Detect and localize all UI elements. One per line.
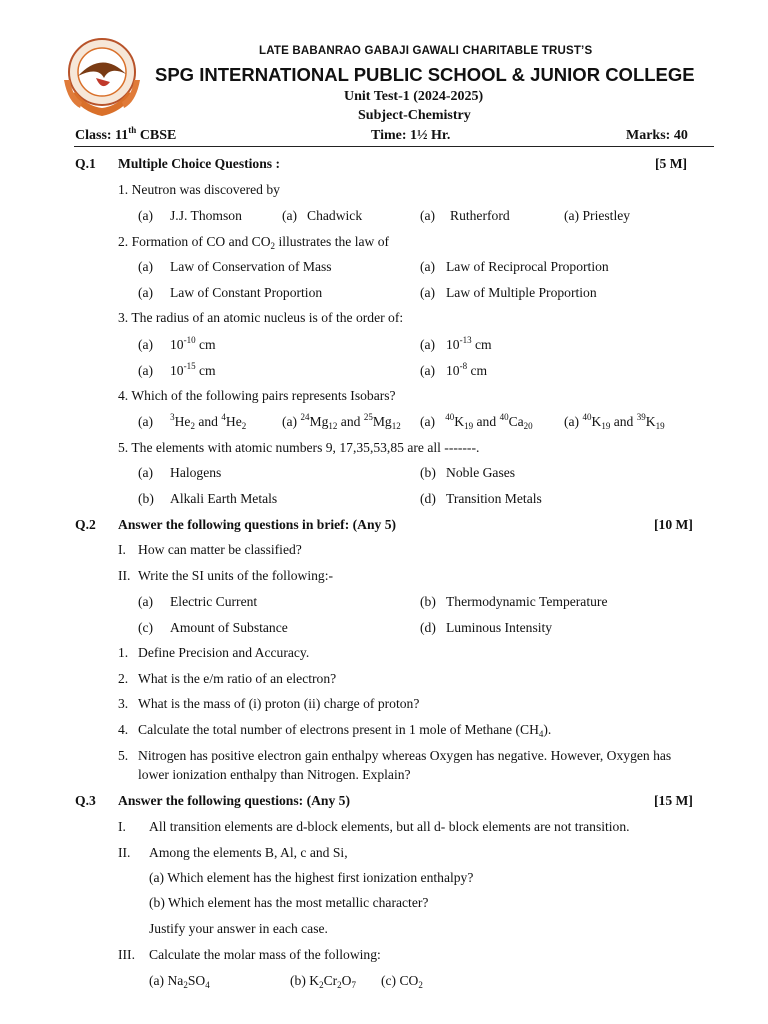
q3-number: Q.3 — [75, 793, 96, 808]
q1-5-opt-label: (b) — [420, 465, 436, 480]
q2-item-3: What is the mass of (i) proton (ii) charge of proton? — [138, 696, 420, 711]
q2-item-ii: Write the SI units of the following:- — [138, 568, 334, 583]
q1-5-opt-b: Noble Gases — [446, 465, 516, 480]
q1-3-opt-a: $10^{-10}$ cm — [170, 335, 216, 352]
q3-item-iii: Calculate the molar mass of the following: — [149, 947, 381, 962]
q1-3-opt-label: (a) — [420, 363, 436, 378]
q2-item-5-line2: lower ionization enthalpy than Nitrogen. Explain? — [138, 767, 411, 782]
q2-item-i: How can matter be classified? — [138, 542, 302, 557]
q1-1-opt-b: Chadwick — [307, 208, 363, 223]
q1-2-opt-label: (a) — [138, 285, 154, 300]
q3-item-number: II. — [118, 845, 131, 860]
q1-3-opt-label: (a) — [420, 337, 436, 352]
subject-title: Subject-Chemistry — [358, 108, 471, 123]
q1-1-opt-label: (a) — [138, 208, 154, 223]
q3-marks: [15 M] — [654, 793, 693, 808]
q2-opt-a: Electric Current — [170, 594, 258, 609]
time-label: Time: 1½ Hr. — [371, 128, 451, 143]
q1-1-text: 1. Neutron was discovered by — [118, 182, 280, 197]
q2-number: Q.2 — [75, 517, 96, 532]
q2-opt-label: (d) — [420, 620, 436, 635]
q1-2-text: 2. Formation of CO and $CO_2$ illustrates the law of — [118, 234, 390, 251]
q1-3-opt-label: (a) — [138, 363, 154, 378]
q1-5-opt-label: (d) — [420, 491, 436, 506]
q3-iii-opt-b: (b) $K_2Cr_2O_7$ — [290, 973, 356, 990]
q1-4-opt-b: (a) $^{24}Mg_{12}$ and $^{25}Mg_{12}$ — [282, 412, 401, 431]
q1-title: Multiple Choice Questions : — [118, 156, 280, 171]
q1-1-opt-label: (a) — [282, 208, 298, 223]
q3-item-ii-a: (a) Which element has the highest first ionization enthalpy? — [149, 870, 474, 885]
q2-item-number: I. — [118, 542, 126, 557]
q1-1-opt-c: Rutherford — [450, 208, 510, 223]
q1-4-opt-a: (a) $^3He_2$ and $^4He_2$ — [138, 412, 247, 431]
header-divider — [74, 146, 714, 147]
q2-item-number: 5. — [118, 748, 129, 763]
q3-item-ii: Among the elements B, Al, c and Si, — [149, 845, 348, 860]
q1-3-opt-b: $10^{-13}$ cm — [446, 335, 492, 352]
q2-item-1: Define Precision and Accuracy. — [138, 645, 310, 660]
q2-item-number: II. — [118, 568, 131, 583]
trust-name: LATE BABANRAO GABAJI GAWALI CHARITABLE TRUST’S — [259, 45, 593, 57]
q3-item-number: I. — [118, 819, 126, 834]
q1-5-opt-label: (a) — [138, 465, 154, 480]
q1-3-opt-d: $10^{-8}$ cm — [446, 361, 488, 378]
q3-item-number: III. — [118, 947, 135, 962]
q2-opt-b: Thermodynamic Temperature — [446, 594, 608, 609]
q2-marks: [10 M] — [654, 517, 693, 532]
q1-4-opt-c: (a) $^{40}K_{19}$ and $^{40}Ca_{20}$ — [420, 412, 533, 431]
q1-2-opt-b: Law of Reciprocal Proportion — [446, 259, 609, 274]
q1-4-opt-d: (a) $^{40}K_{19}$ and $^{39}K_{19}$ — [564, 412, 665, 431]
q2-item-2: What is the e/m ratio of an electron? — [138, 671, 337, 686]
class-label: Class: 11th CBSE — [75, 125, 177, 143]
q1-5-opt-a: Halogens — [170, 465, 222, 480]
q2-opt-d: Luminous Intensity — [446, 620, 553, 635]
q2-item-number: 1. — [118, 645, 129, 660]
q1-2-opt-label: (a) — [420, 285, 436, 300]
q1-5-opt-d: Transition Metals — [446, 491, 542, 506]
q1-number: Q.1 — [75, 156, 96, 171]
q1-3-opt-c: $10^{-15}$ cm — [170, 361, 216, 378]
q2-opt-c: Amount of Substance — [170, 620, 288, 635]
q2-item-5-line1: Nitrogen has positive electron gain enthalpy whereas Oxygen has negative. However, Oxygen has — [138, 748, 672, 763]
q1-3-text: 3. The radius of an atomic nucleus is of the order of: — [118, 310, 404, 325]
q2-item-4: Calculate the total number of electrons present in 1 mole of Methane $(CH_4)$. — [138, 722, 552, 739]
q2-item-number: 2. — [118, 671, 129, 686]
school-logo — [62, 36, 142, 120]
q1-5-text: 5. The elements with atomic numbers 9, 17,35,53,85 are all -------. — [118, 440, 480, 455]
marks-label: Marks: 40 — [626, 128, 688, 143]
q2-item-number: 4. — [118, 722, 129, 737]
q2-title: Answer the following questions in brief: (Any 5) — [118, 517, 397, 532]
q2-item-number: 3. — [118, 696, 129, 711]
q3-item-i: All transition elements are d-block elements, but all d- block elements are not transition. — [149, 819, 630, 834]
school-name: SPG INTERNATIONAL PUBLIC SCHOOL & JUNIOR COLLEGE — [155, 64, 695, 85]
q3-iii-opt-a: (a) $Na_2SO_4$ — [149, 973, 210, 990]
q2-opt-label: (c) — [138, 620, 154, 635]
q3-item-ii-justify: Justify your answer in each case. — [149, 921, 328, 936]
q3-item-ii-b: (b) Which element has the most metallic character? — [149, 895, 429, 910]
q1-2-opt-label: (a) — [420, 259, 436, 274]
q1-5-opt-label: (b) — [138, 491, 154, 506]
q1-2-opt-d: Law of Multiple Proportion — [446, 285, 597, 300]
q1-marks: [5 M] — [655, 156, 688, 171]
q1-5-opt-c: Alkali Earth Metals — [170, 491, 278, 506]
q1-1-opt-label: (a) — [420, 208, 436, 223]
test-title: Unit Test-1 (2024-2025) — [344, 89, 484, 104]
q1-2-opt-a: Law of Conservation of Mass — [170, 259, 332, 274]
q1-3-opt-label: (a) — [138, 337, 154, 352]
q1-2-opt-label: (a) — [138, 259, 154, 274]
q1-2-opt-c: Law of Constant Proportion — [170, 285, 323, 300]
q3-title: Answer the following questions: (Any 5) — [118, 793, 350, 808]
q1-1-opt-a: J.J. Thomson — [170, 208, 242, 223]
q1-1-opt-d: (a) Priestley — [564, 208, 631, 223]
q1-4-text: 4. Which of the following pairs represents Isobars? — [118, 388, 396, 403]
q3-iii-opt-c: (c) $CO_2$ — [381, 973, 423, 990]
q2-opt-label: (a) — [138, 594, 154, 609]
q2-opt-label: (b) — [420, 594, 436, 609]
